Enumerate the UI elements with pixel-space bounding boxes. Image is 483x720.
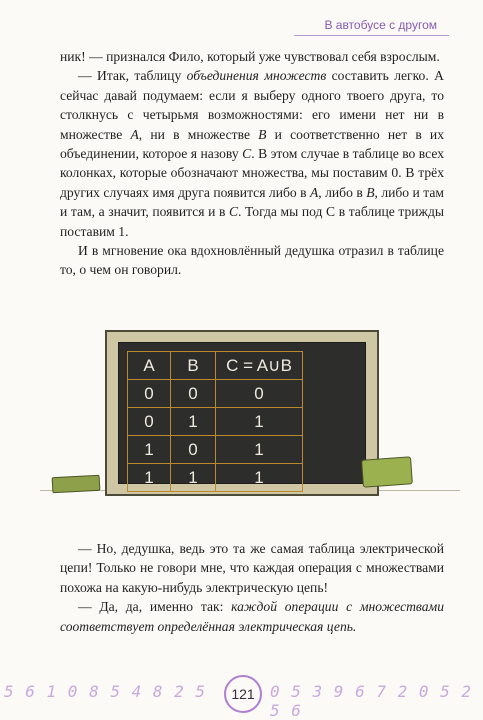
chalk-eraser-left [52,475,101,493]
text-run: ник! — признался Фило, который уже чувствовал себя взрослым. [60,49,440,64]
text-run: . Тогда мы под С в таблице трижды поставим 1. [60,204,444,239]
paragraph-5 [60,597,444,636]
table-row [128,408,303,436]
paragraph-4 [60,539,444,597]
page-number: 121 [224,675,262,713]
running-header: В автобусе с другом [324,18,437,32]
text-run: — Да, да, именно так: [78,599,232,615]
truth-table-header-row [128,352,303,380]
text-run: . В этом случае в таблице во всех колонках, которые обозначают множества, мы поставим 0. В трёх других случаях имя друга появится либо в [60,146,444,200]
emphasis-statement: каждой операции с множествами соответствует определённая электрическая цепь. [60,599,444,634]
table-cell: 1 [216,408,303,436]
table-cell: 1 [171,464,216,492]
set-symbol: C [242,146,252,162]
table-cell: 1 [128,464,171,492]
set-symbol: B [258,126,267,142]
table-cell: 0 [128,408,171,436]
table-cell: 1 [128,436,171,464]
table-cell: 1 [216,464,303,492]
paragraph-1 [60,47,444,66]
text-run: — Но, дедушка, ведь это та же самая таблица электрической цепи! Только не говори мне, что каждая операция с множествами похожа на какую-нибудь электрическую цепь! [60,541,444,595]
table-row [128,464,303,492]
text-run: И в мгновение ока вдохновлённый дедушка отразил в таблице то, о чем он говорил. [60,243,444,278]
set-symbol: B [366,184,375,200]
paragraph-2 [60,66,444,241]
truth-table [127,351,303,492]
text-run: , либо и там и там, а значит, появится и в [60,184,444,220]
chalk-box-right [361,456,413,487]
table-cell: 1 [216,436,303,464]
set-symbol: A [309,184,319,200]
table-cell: 1 [171,408,216,436]
chalkboard-surface [118,342,366,487]
set-symbol: C [228,204,239,220]
table-cell: 0 [128,380,171,408]
set-symbol: A [130,126,139,142]
chalkboard-frame [105,330,379,496]
text-run: составить легко. А сейчас давай подумаем: если я выберу одного твоего друга, то столкнусь с четырьмя возможностями: его имени нет ни в множестве [60,68,444,142]
text-run: и соответственно нет в их объединении, которое я назову [60,126,444,162]
table-cell: 0 [171,380,216,408]
header-cell-b: B [171,352,216,380]
text-run: , либо в [318,184,367,200]
text-run: , ни в множестве [138,126,259,142]
body-text-top [60,47,444,280]
emphasis-term: объединения множеств [186,68,327,84]
decorative-digits-right: 0 5 3 9 6 7 2 0 5 2 5 6 [270,682,473,720]
header-cell-c: C = A∪B [216,352,303,380]
header-rule [294,35,449,36]
paragraph-3 [60,241,444,280]
table-cell: 0 [216,380,303,408]
table-row [128,380,303,408]
chalkboard-illustration [40,330,460,500]
body-text-bottom [60,539,444,636]
decorative-digits-left: 5 6 1 0 8 5 4 8 2 5 [4,682,207,701]
table-cell: 0 [171,436,216,464]
table-row [128,436,303,464]
header-cell-a: A [128,352,171,380]
text-run: — Итак, таблицу [78,68,187,84]
